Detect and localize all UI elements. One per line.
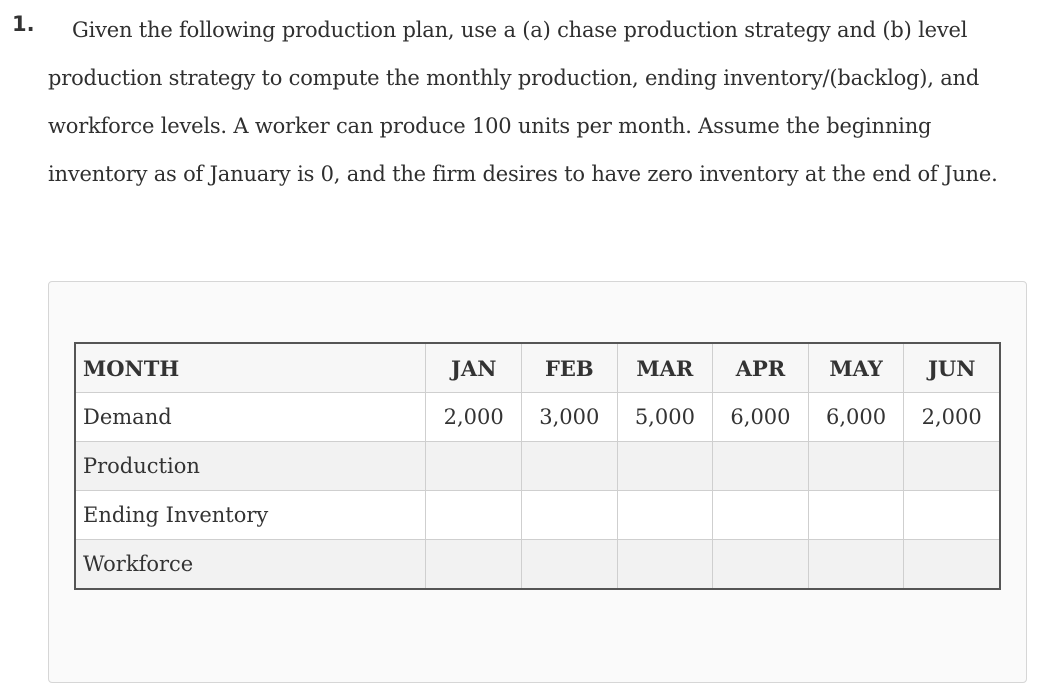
demand-jun-cell: 2,000 [904,393,1000,442]
header-month-jun: JUN [904,343,1000,393]
table-row-workforce [75,540,1000,590]
header-month-label: MONTH [75,343,426,393]
header-month-may: MAY [808,343,904,393]
demand-apr-cell: 6,000 [713,393,809,442]
production-may-cell[interactable] [808,442,904,491]
inventory-feb-cell[interactable] [521,491,617,540]
production-jun-cell[interactable] [904,442,1000,491]
inventory-jan-cell[interactable] [426,491,522,540]
inventory-apr-cell[interactable] [713,491,809,540]
row-label-ending-inventory: Ending Inventory [75,491,426,540]
table-header-row [75,343,1000,393]
demand-feb-cell: 3,000 [521,393,617,442]
demand-may-cell: 6,000 [808,393,904,442]
inventory-mar-cell[interactable] [617,491,713,540]
production-jan-cell[interactable] [426,442,522,491]
workforce-feb-cell[interactable] [521,540,617,590]
row-label-workforce: Workforce [75,540,426,590]
production-apr-cell[interactable] [713,442,809,491]
workforce-mar-cell[interactable] [617,540,713,590]
inventory-may-cell[interactable] [808,491,904,540]
header-month-jan: JAN [426,343,522,393]
demand-jan-cell: 2,000 [426,393,522,442]
demand-mar-cell: 5,000 [617,393,713,442]
header-month-apr: APR [713,343,809,393]
header-month-mar: MAR [617,343,713,393]
production-mar-cell[interactable] [617,442,713,491]
row-label-production: Production [75,442,426,491]
inventory-jun-cell[interactable] [904,491,1000,540]
table-row-production [75,442,1000,491]
table-row-demand [75,393,1000,442]
workforce-jan-cell[interactable] [426,540,522,590]
question-number: 1. [12,12,35,36]
workforce-may-cell[interactable] [808,540,904,590]
question-text: Given the following production plan, use a (a) chase production strategy and (b) level production strategy to compute the monthly production, ending inventory/(backlog), and workforce levels. A worker can produce 100 units per month. Assume the beginning inventory as of January is 0, and the firm desires to have zero inventory at the end of June. [48,18,998,186]
header-month-feb: FEB [521,343,617,393]
production-feb-cell[interactable] [521,442,617,491]
table-row-ending-inventory [75,491,1000,540]
workforce-apr-cell[interactable] [713,540,809,590]
workforce-jun-cell[interactable] [904,540,1000,590]
row-label-demand: Demand [75,393,426,442]
production-plan-table [74,342,1001,590]
